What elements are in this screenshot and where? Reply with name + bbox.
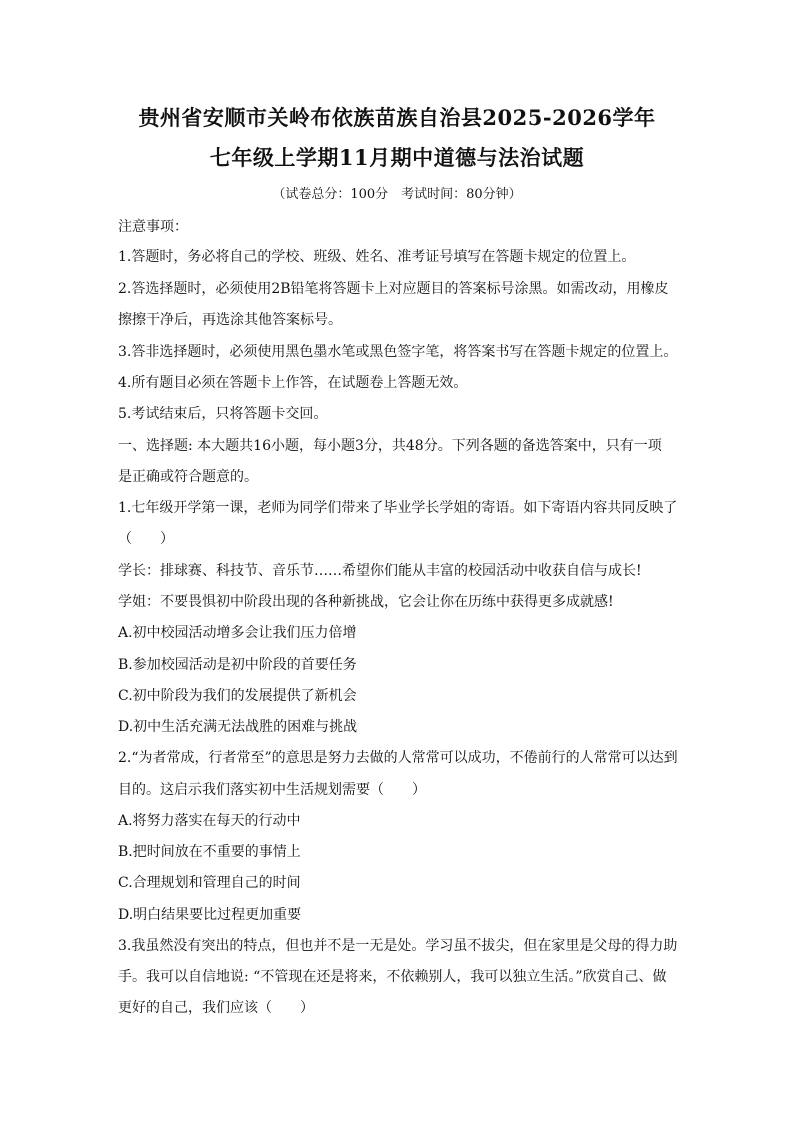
notice-item-1: 1.答题时，务必将自己的学校、班级、姓名、准考证号填写在答题卡规定的位置上。 <box>118 249 636 265</box>
q3-stem-line2: 手。我可以自信地说: “不管现在还是将来，不依赖别人，我可以独立生活。”欣赏自己、做 <box>118 969 667 985</box>
q1-option-a: A.初中校园活动增多会让我们压力倍增 <box>118 625 357 641</box>
q2-option-c: C.合理规划和管理自己的时间 <box>118 875 301 891</box>
exam-title-line1: 贵州省安顺市关岭布依族苗族自治县2025-2026学年 <box>138 105 656 130</box>
q1-quote-senior-male: 学长：排球赛、科技节、音乐节……希望你们能从丰富的校园活动中收获自信与成长! <box>118 563 642 579</box>
q1-stem-line1: 1.七年级开学第一课，老师为同学们带来了毕业学长学姐的寄语。如下寄语内容共同反映了 <box>118 500 678 516</box>
notice-heading: 注意事项： <box>118 219 188 235</box>
q2-option-d: D.明白结果要比过程更加重要 <box>118 907 302 923</box>
q2-option-b: B.把时间放在不重要的事情上 <box>118 844 301 860</box>
q2-option-a: A.将努力落实在每天的行动中 <box>118 813 301 829</box>
q2-stem-line2: 目的。这启示我们落实初中生活规划需要（ ） <box>118 782 426 798</box>
q1-option-b: B.参加校园活动是初中阶段的首要任务 <box>118 657 357 673</box>
exam-subtitle: （试卷总分：100分 考试时间：80分钟） <box>272 187 522 202</box>
q1-option-c: C.初中阶段为我们的发展提供了新机会 <box>118 688 357 704</box>
notice-item-2-line1: 2.答选择题时，必须使用2B铅笔将答题卡上对应题目的答案标号涂黑。如需改动，用橡皮 <box>118 281 669 297</box>
notice-item-2-line2: 擦擦干净后，再选涂其他答案标号。 <box>118 312 342 328</box>
section1-intro-line1: 一、选择题: 本大题共16小题，每小题3分，共48分。下列各题的备选答案中，只有一项 <box>118 438 662 454</box>
notice-item-4: 4.所有题目必须在答题卡上作答，在试题卷上答题无效。 <box>118 375 468 391</box>
q1-option-d: D.初中生活充满无法战胜的困难与挑战 <box>118 719 358 735</box>
q1-stem-line2: （ ） <box>118 531 174 547</box>
q3-stem-line1: 3.我虽然没有突出的特点，但也并不是一无是处。学习虽不拔尖，但在家里是父母的得力助 <box>118 938 678 954</box>
q1-quote-senior-female: 学姐：不要畏惧初中阶段出现的各种新挑战，它会让你在历练中获得更多成就感! <box>118 594 614 610</box>
q2-stem-line1: 2.“为者常成，行者常至”的意思是努力去做的人常常可以成功，不倦前行的人常常可以达到 <box>118 750 678 766</box>
q3-stem-line3: 更好的自己，我们应该（ ） <box>118 1000 314 1016</box>
notice-item-5: 5.考试结束后，只将答题卡交回。 <box>118 406 328 422</box>
notice-item-3: 3.答非选择题时，必须使用黑色墨水笔或黑色签字笔，将答案书写在答题卡规定的位置上。 <box>118 344 678 360</box>
exam-title-line2: 七年级上学期11月期中道德与法治试题 <box>209 145 585 170</box>
section1-intro-line2: 是正确或符合题意的。 <box>118 469 258 485</box>
